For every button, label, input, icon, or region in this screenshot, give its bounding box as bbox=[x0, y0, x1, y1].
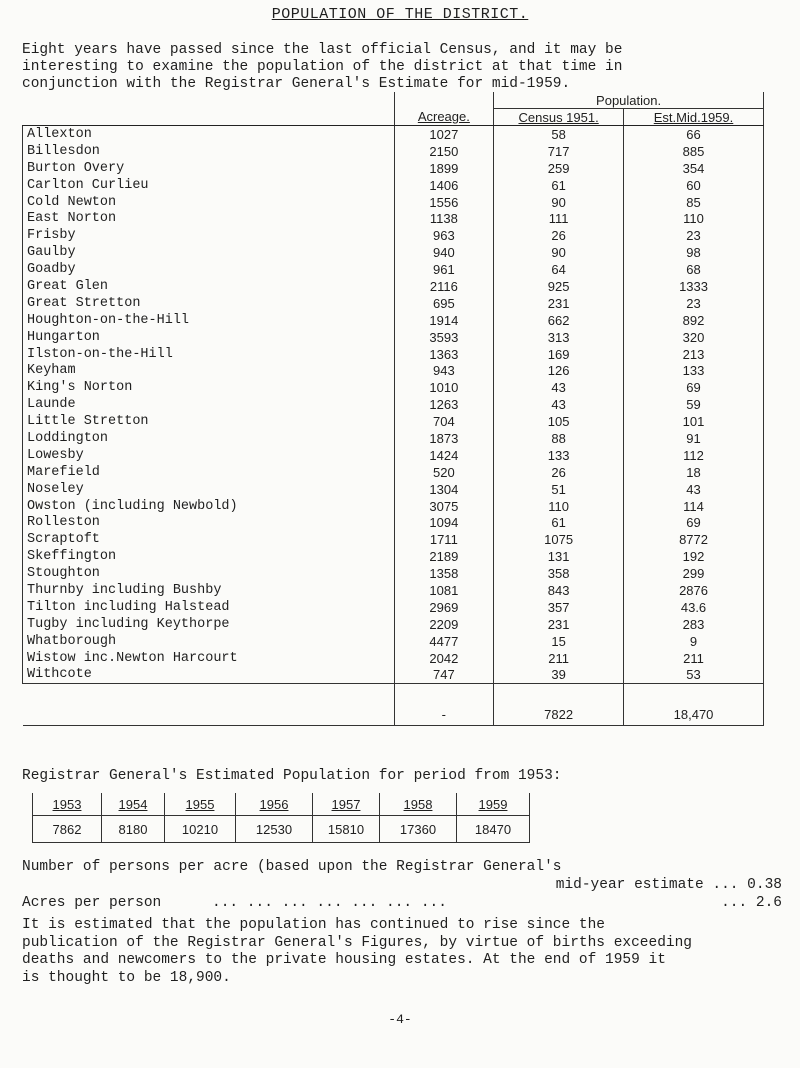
table-row bbox=[23, 481, 764, 498]
year-cell bbox=[236, 793, 313, 816]
total-acreage: - bbox=[394, 684, 494, 726]
population-value-cell: 12530 bbox=[236, 816, 313, 843]
acreage-cell: 2969 bbox=[394, 599, 494, 616]
place-name: Scraptoft bbox=[23, 531, 395, 548]
estimate-cell: 112 bbox=[624, 447, 764, 464]
census-cell: 43 bbox=[494, 396, 624, 413]
place-name: Frisby bbox=[23, 227, 395, 244]
year-cell bbox=[313, 793, 380, 816]
census-cell: 51 bbox=[494, 481, 624, 498]
census-cell: 39 bbox=[494, 667, 624, 684]
closing-line: deaths and newcomers to the private housing estates. At the end of 1959 it bbox=[22, 952, 666, 968]
place-name: Marefield bbox=[23, 464, 395, 481]
census-cell: 843 bbox=[494, 582, 624, 599]
table-row bbox=[23, 143, 764, 160]
census-cell: 64 bbox=[494, 261, 624, 278]
place-name: Withcote bbox=[23, 667, 395, 684]
estimate-cell: 23 bbox=[624, 227, 764, 244]
acreage-cell: 1899 bbox=[394, 160, 494, 177]
population-value-cell: 18470 bbox=[457, 816, 530, 843]
estimate-cell: 283 bbox=[624, 616, 764, 633]
place-name: Launde bbox=[23, 396, 395, 413]
place-name: East Norton bbox=[23, 210, 395, 227]
population-value-cell: 15810 bbox=[313, 816, 380, 843]
population-table bbox=[22, 92, 764, 726]
table-row bbox=[23, 160, 764, 177]
census-cell: 15 bbox=[494, 633, 624, 650]
place-name: Noseley bbox=[23, 481, 395, 498]
estimate-cell: 59 bbox=[624, 396, 764, 413]
census-cell: 717 bbox=[494, 143, 624, 160]
acreage-header: Acreage. bbox=[417, 109, 470, 125]
acreage-cell: 963 bbox=[394, 227, 494, 244]
census-cell: 111 bbox=[494, 210, 624, 227]
estimate-cell: 892 bbox=[624, 312, 764, 329]
census-cell: 358 bbox=[494, 565, 624, 582]
closing-line: is thought to be 18,900. bbox=[22, 969, 231, 986]
place-name: Cold Newton bbox=[23, 194, 395, 211]
estimate-cell: 98 bbox=[624, 244, 764, 261]
acreage-cell: 2209 bbox=[394, 616, 494, 633]
acreage-cell: 747 bbox=[394, 667, 494, 684]
estimate-cell: 2876 bbox=[624, 582, 764, 599]
table-row bbox=[23, 599, 764, 616]
year-label: 1954 bbox=[118, 796, 148, 812]
acreage-cell: 704 bbox=[394, 413, 494, 430]
estimate-cell: 320 bbox=[624, 329, 764, 346]
population-header: Population. bbox=[494, 92, 764, 109]
acreage-cell: 1873 bbox=[394, 430, 494, 447]
population-value-cell: 17360 bbox=[380, 816, 457, 843]
density-line: mid-year estimate ... 0.38 bbox=[555, 877, 782, 893]
estimate-cell: 211 bbox=[624, 650, 764, 667]
estimate-header: Est.Mid.1959. bbox=[653, 109, 734, 125]
acreage-cell: 520 bbox=[394, 464, 494, 481]
table-row bbox=[23, 616, 764, 633]
acreage-cell: 1081 bbox=[394, 582, 494, 599]
table-row bbox=[23, 278, 764, 295]
estimate-cell: 110 bbox=[624, 210, 764, 227]
census-cell: 90 bbox=[494, 194, 624, 211]
year-cell bbox=[33, 793, 102, 816]
place-name: Little Stretton bbox=[23, 413, 395, 430]
acres-label: Acres per person bbox=[22, 895, 162, 911]
table-row bbox=[23, 413, 764, 430]
place-name: Stoughton bbox=[23, 565, 395, 582]
population-value-cell: 7862 bbox=[33, 816, 102, 843]
estimate-cell: 9 bbox=[624, 633, 764, 650]
registrar-table bbox=[32, 793, 530, 843]
estimate-cell: 192 bbox=[624, 548, 764, 565]
place-name: Tugby including Keythorpe bbox=[23, 616, 395, 633]
place-name: Goadby bbox=[23, 261, 395, 278]
census-cell: 1075 bbox=[494, 531, 624, 548]
place-name: Keyham bbox=[23, 362, 395, 379]
acres-value: ... 2.6 bbox=[721, 895, 782, 911]
population-value-cell: 8180 bbox=[102, 816, 165, 843]
closing-paragraph bbox=[22, 917, 792, 987]
acreage-cell: 2042 bbox=[394, 650, 494, 667]
intro-line: Eight years have passed since the last official Census, and it may be bbox=[22, 42, 623, 58]
table-row bbox=[23, 650, 764, 667]
year-label: 1957 bbox=[331, 796, 361, 812]
acreage-cell: 4477 bbox=[394, 633, 494, 650]
estimate-cell: 213 bbox=[624, 346, 764, 363]
year-label: 1953 bbox=[52, 796, 82, 812]
place-name: Billesdon bbox=[23, 143, 395, 160]
estimate-cell: 299 bbox=[624, 565, 764, 582]
estimate-cell: 68 bbox=[624, 261, 764, 278]
table-row bbox=[23, 295, 764, 312]
estimate-cell: 60 bbox=[624, 177, 764, 194]
acreage-cell: 940 bbox=[394, 244, 494, 261]
acreage-cell: 1363 bbox=[394, 346, 494, 363]
census-cell: 131 bbox=[494, 548, 624, 565]
place-name: Tilton including Halstead bbox=[23, 599, 395, 616]
table-row bbox=[23, 227, 764, 244]
table-row bbox=[23, 582, 764, 599]
census-cell: 126 bbox=[494, 362, 624, 379]
place-name: Houghton-on-the-Hill bbox=[23, 312, 395, 329]
estimate-cell: 85 bbox=[624, 194, 764, 211]
acreage-cell: 1358 bbox=[394, 565, 494, 582]
acreage-cell: 695 bbox=[394, 295, 494, 312]
estimate-cell: 43 bbox=[624, 481, 764, 498]
table-row bbox=[23, 633, 764, 650]
table-row bbox=[23, 244, 764, 261]
estimate-cell: 8772 bbox=[624, 531, 764, 548]
place-name: Hungarton bbox=[23, 329, 395, 346]
place-name: Gaulby bbox=[23, 244, 395, 261]
table-row bbox=[23, 210, 764, 227]
total-estimate: 18,470 bbox=[624, 684, 764, 726]
place-name: Ilston-on-the-Hill bbox=[23, 346, 395, 363]
estimate-cell: 354 bbox=[624, 160, 764, 177]
census-cell: 43 bbox=[494, 379, 624, 396]
census-cell: 26 bbox=[494, 227, 624, 244]
place-name: Carlton Curlieu bbox=[23, 177, 395, 194]
acreage-cell: 1263 bbox=[394, 396, 494, 413]
estimate-cell: 114 bbox=[624, 498, 764, 515]
acreage-cell: 3075 bbox=[394, 498, 494, 515]
acreage-cell: 1556 bbox=[394, 194, 494, 211]
year-label: 1955 bbox=[185, 796, 215, 812]
census-cell: 259 bbox=[494, 160, 624, 177]
year-label: 1958 bbox=[403, 796, 433, 812]
year-label: 1959 bbox=[478, 796, 508, 812]
table-row bbox=[23, 261, 764, 278]
table-row bbox=[23, 379, 764, 396]
acreage-cell: 1424 bbox=[394, 447, 494, 464]
table-row bbox=[23, 531, 764, 548]
acreage-cell: 1138 bbox=[394, 210, 494, 227]
census-cell: 231 bbox=[494, 295, 624, 312]
place-name: King's Norton bbox=[23, 379, 395, 396]
total-census: 7822 bbox=[494, 684, 624, 726]
estimate-cell: 69 bbox=[624, 379, 764, 396]
place-name: Owston (including Newbold) bbox=[23, 498, 395, 515]
population-value-cell: 10210 bbox=[165, 816, 236, 843]
table-row bbox=[23, 396, 764, 413]
place-name: Whatborough bbox=[23, 633, 395, 650]
census-cell: 231 bbox=[494, 616, 624, 633]
acreage-cell: 1027 bbox=[394, 126, 494, 143]
table-row bbox=[23, 447, 764, 464]
place-name: Thurnby including Bushby bbox=[23, 582, 395, 599]
table-row bbox=[23, 514, 764, 531]
page-number: -4- bbox=[388, 1012, 412, 1027]
census-cell: 61 bbox=[494, 177, 624, 194]
year-cell bbox=[102, 793, 165, 816]
closing-line: publication of the Registrar General's Figures, by virtue of births exceeding bbox=[22, 934, 693, 951]
table-row bbox=[23, 329, 764, 346]
density-section bbox=[22, 858, 782, 912]
page-title: POPULATION OF THE DISTRICT. bbox=[271, 6, 529, 23]
acreage-cell: 1010 bbox=[394, 379, 494, 396]
year-label: 1956 bbox=[259, 796, 289, 812]
estimate-cell: 91 bbox=[624, 430, 764, 447]
acres-dots: ... ... ... ... ... ... ... bbox=[212, 895, 447, 911]
census-cell: 133 bbox=[494, 447, 624, 464]
place-name: Great Stretton bbox=[23, 295, 395, 312]
census-header: Census 1951. bbox=[518, 109, 599, 125]
acreage-cell: 1914 bbox=[394, 312, 494, 329]
place-name: Skeffington bbox=[23, 548, 395, 565]
table-row bbox=[23, 548, 764, 565]
census-cell: 88 bbox=[494, 430, 624, 447]
census-cell: 26 bbox=[494, 464, 624, 481]
estimate-cell: 53 bbox=[624, 667, 764, 684]
census-cell: 105 bbox=[494, 413, 624, 430]
estimate-cell: 101 bbox=[624, 413, 764, 430]
place-name: Allexton bbox=[23, 126, 395, 143]
table-row bbox=[23, 177, 764, 194]
acreage-cell: 961 bbox=[394, 261, 494, 278]
census-cell: 169 bbox=[494, 346, 624, 363]
estimate-cell: 23 bbox=[624, 295, 764, 312]
acreage-cell: 2116 bbox=[394, 278, 494, 295]
place-name: Great Glen bbox=[23, 278, 395, 295]
table-row bbox=[23, 565, 764, 582]
estimate-cell: 133 bbox=[624, 362, 764, 379]
place-name: Loddington bbox=[23, 430, 395, 447]
year-cell bbox=[457, 793, 530, 816]
acreage-cell: 1406 bbox=[394, 177, 494, 194]
acreage-cell: 2189 bbox=[394, 548, 494, 565]
place-name: Burton Overy bbox=[23, 160, 395, 177]
year-cell bbox=[380, 793, 457, 816]
year-cell bbox=[165, 793, 236, 816]
acreage-cell: 943 bbox=[394, 362, 494, 379]
census-cell: 61 bbox=[494, 514, 624, 531]
intro-line: conjunction with the Registrar General's Estimate for mid-1959. bbox=[22, 76, 571, 92]
estimate-cell: 885 bbox=[624, 143, 764, 160]
estimate-cell: 1333 bbox=[624, 278, 764, 295]
table-row bbox=[23, 498, 764, 515]
table-row bbox=[23, 667, 764, 684]
place-name: Lowesby bbox=[23, 447, 395, 464]
census-cell: 925 bbox=[494, 278, 624, 295]
place-name: Wistow inc.Newton Harcourt bbox=[23, 650, 395, 667]
intro-line: interesting to examine the population of the district at that time in bbox=[22, 59, 623, 75]
estimate-cell: 18 bbox=[624, 464, 764, 481]
estimate-cell: 43.6 bbox=[624, 599, 764, 616]
closing-line: It is estimated that the population has continued to rise since the bbox=[22, 917, 605, 933]
acreage-cell: 1711 bbox=[394, 531, 494, 548]
census-cell: 110 bbox=[494, 498, 624, 515]
estimate-cell: 66 bbox=[624, 126, 764, 143]
place-name: Rolleston bbox=[23, 514, 395, 531]
acreage-cell: 1094 bbox=[394, 514, 494, 531]
table-row bbox=[23, 312, 764, 329]
table-row bbox=[23, 430, 764, 447]
acreage-cell: 1304 bbox=[394, 481, 494, 498]
estimate-cell: 69 bbox=[624, 514, 764, 531]
census-cell: 90 bbox=[494, 244, 624, 261]
acres-per-person-row bbox=[22, 894, 782, 912]
registrar-heading: Registrar General's Estimated Population for period from 1953: bbox=[22, 768, 562, 784]
acreage-cell: 3593 bbox=[394, 329, 494, 346]
acreage-cell: 2150 bbox=[394, 143, 494, 160]
census-cell: 313 bbox=[494, 329, 624, 346]
census-cell: 662 bbox=[494, 312, 624, 329]
table-row bbox=[23, 126, 764, 143]
table-row bbox=[23, 362, 764, 379]
table-row bbox=[23, 194, 764, 211]
census-cell: 211 bbox=[494, 650, 624, 667]
table-row bbox=[23, 464, 764, 481]
density-line: Number of persons per acre (based upon the Registrar General's bbox=[22, 859, 562, 875]
table-row bbox=[23, 346, 764, 363]
census-cell: 58 bbox=[494, 126, 624, 143]
census-cell: 357 bbox=[494, 599, 624, 616]
intro-paragraph bbox=[22, 42, 792, 93]
